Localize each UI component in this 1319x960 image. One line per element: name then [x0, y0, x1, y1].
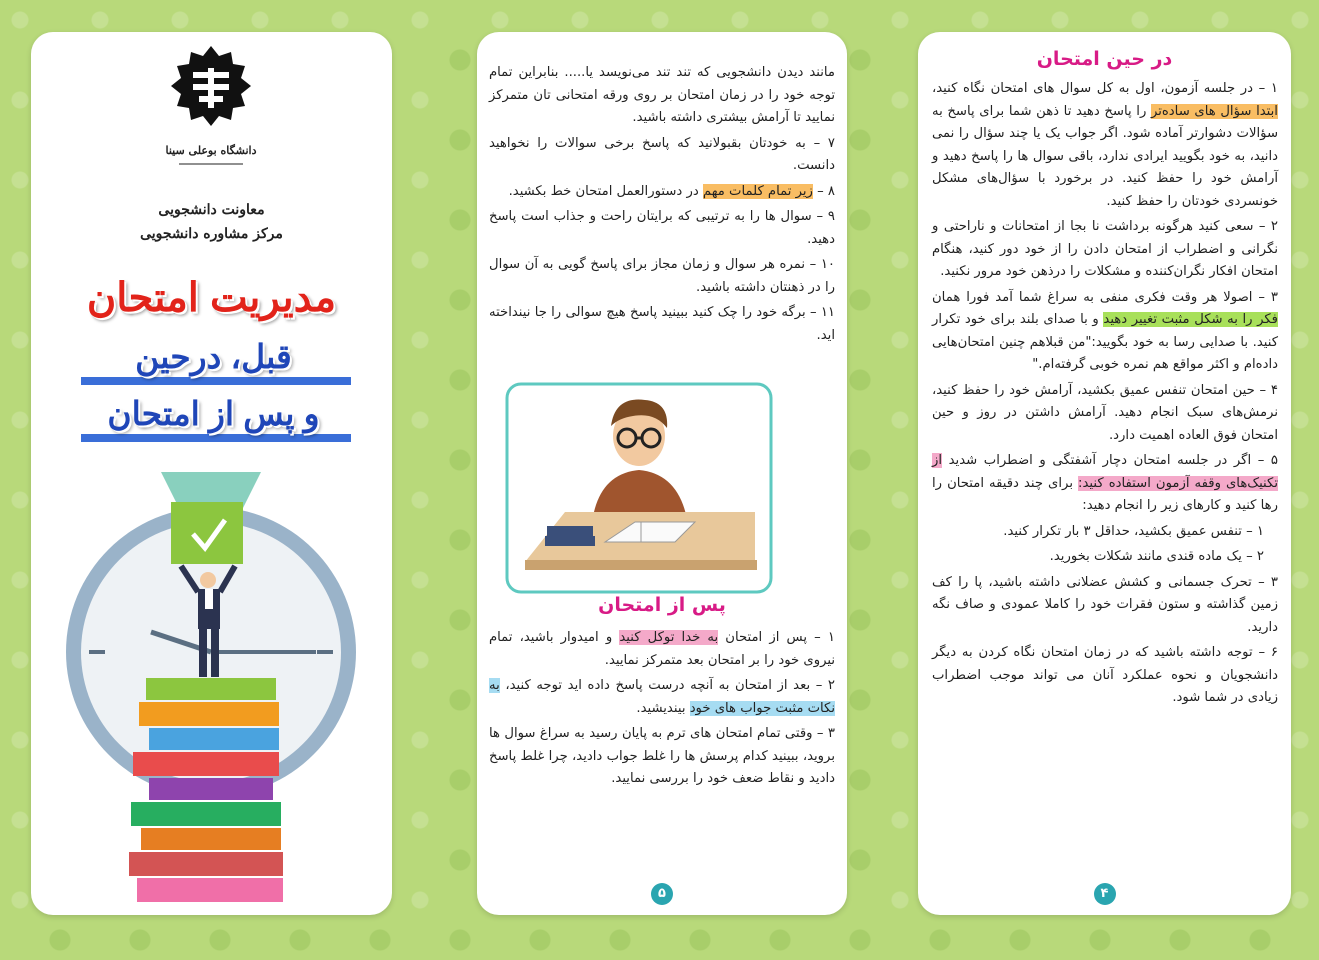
cover-underline-2 — [81, 434, 351, 442]
highlight-break-technique: از تکنیک‌های وقفه آزمون استفاده کنید: — [932, 453, 1278, 491]
mid-text-bottom — [489, 627, 835, 794]
middle-panel — [477, 32, 847, 915]
after-exam-title: پس از امتحان — [598, 594, 726, 616]
mid-para-0: مانند دیدن دانشجویی که تند تند می‌نویسد یا..... بنابراین تمام توجه خود را در زمان امتحان بر روی ورقه امتحانی تان متمرکز نمایید تا آرامش بیشتری داشته باشید. — [489, 65, 835, 125]
page-number-4: ۴ — [1094, 883, 1116, 905]
after-para-3: ۳ – وقتی تمام امتحان های ترم به پایان رسید به سراغ سوال ها بروید، ببینید کدام پرسش ها را غلط جواب دادید، چرا غلط پاسخ دادید و نقاط ضعف خود را بررسی نمایید. — [489, 726, 835, 786]
logo-caption: دانشگاه بوعلی سینا — [165, 144, 257, 157]
during-para-1: ۱ – در جلسه آزمون، اول به کل سوال های امتحان نگاه کنید، ابتدا سؤال های ساده‌تر را پاسخ دهید تا ذهن شما برای پاسخ به سؤالات دشوارتر آماده شود. اگر جواب یک یا چند سؤال را نمی دانید، به خود بگویید ایرادی ندارد، باقی سوال ها را پاسخ دهید و آرامش خود را حفظ کنید. در برخورد با سؤال‌های مشکل خونسردی خودتان را حفظ کنید. — [932, 81, 1278, 209]
mid-para-8: ۸ – زیر تمام کلمات مهم در دستورالعمل امتحان خط بکشید. — [508, 183, 835, 199]
mid-para-9: ۹ – سوال ها را به ترتیبی که برایتان راحت و جذاب است پاسخ دهید. — [489, 209, 835, 247]
page-number-5: ۵ — [651, 883, 673, 905]
during-step-2: ۲ – یک ماده قندی مانند شکلات بخورید. — [1049, 549, 1264, 564]
highlight-easy-questions: ابتدا سؤال های ساده‌تر — [1150, 103, 1278, 119]
cover-title: مدیریت امتحان — [86, 276, 337, 320]
during-para-5: ۵ – اگر در جلسه امتحان دچار آشفتگی و اضطراب شدید از تکنیک‌های وقفه آزمون استفاده کنید: برای چند دقیقه امتحان را رها کنید و کارهای زیر را انجام دهید: — [932, 453, 1278, 513]
right-text — [932, 78, 1278, 713]
highlight-trust-god: به خدا توکل کنید — [619, 630, 719, 645]
during-step-1: ۱ – تنفس عمیق بکشید، حداقل ۳ بار تکرار کنید. — [1003, 523, 1264, 539]
book-stack — [129, 678, 283, 902]
highlight-important-words: زیر تمام کلمات مهم — [702, 183, 813, 199]
cover-subtitle-2: مرکز مشاوره دانشجویی — [140, 226, 283, 242]
cover-panel — [31, 32, 392, 915]
during-exam-title: در حین امتحان — [1036, 48, 1173, 70]
after-para-2: ۲ – بعد از امتحان به آنچه درست پاسخ داده اید توجه کنید، به نکات مثبت جواب های خود بیندیشید. — [489, 678, 835, 716]
during-para-2: ۲ – سعی کنید هرگونه برداشت نا بجا از امتحانات و ناراحتی و نگرانی و اضطراب از امتحان دادن را از خود دور کنید، هنگام امتحان افکار نگران‌کننده و مشکلات را درذهن خود مرور نکنید. — [932, 219, 1278, 279]
during-para-6: ۶ – توجه داشته باشید که در زمان امتحان نگاه کردن به دیگر دانشجویان و نحوه عملکرد آنان می تواند موجب اضطراب زیادی در شما شود. — [932, 645, 1278, 705]
during-para-3: ۳ – اصولا هر وقت فکری منفی به سراغ شما آمد فورا همان فکر را به شکل مثبت تغییر دهید و با صدای بلند برای خود تکرار کنید. با صدایی رسا به خود بگویید:"من قبلاهم چنین امتحان‌هایی داده‌ام و اکثر مواقع هم نمره خوبی گرفته‌ام." — [932, 289, 1278, 372]
cover-subtitle-1: معاونت دانشجویی — [158, 202, 265, 218]
student-illustration — [505, 382, 773, 594]
mid-para-7: ۷ – به خودتان بقبولانید که پاسخ برخی سوالات را نخواهید دانست. — [489, 135, 835, 173]
after-para-1: ۱ – پس از امتحان به خدا توکل کنید و امیدوار باشید، تمام نیروی خود را بر امتحان بعد متمرکز نمایید. — [489, 630, 835, 668]
mid-para-10: ۱۰ – نمره هر سوال و زمان مجاز برای پاسخ گویی به آن سوال را در ذهنتان داشته باشید. — [489, 257, 835, 295]
clock-books-illustration — [31, 462, 392, 912]
university-logo — [159, 42, 263, 182]
cover-underline-1 — [81, 377, 351, 385]
highlight-change-thought: فکر را به شکل مثبت تغییر دهید — [1103, 312, 1278, 327]
mid-para-11: ۱۱ – برگه خود را چک کنید ببینید پاسخ هیچ سوالی را جا نینداخته اید. — [489, 305, 835, 343]
right-panel — [918, 32, 1291, 915]
during-para-4: ۴ – حین امتحان تنفس عمیق بکشید، آرامش خود را حفظ کنید، نرمش‌های سبک انجام دهید. آرامش داشتن در روز و حین امتحان فوق العاده اهمیت دارد. — [932, 382, 1278, 443]
highlight-positive-points: به نکات مثبت جواب های خود — [489, 678, 835, 716]
mid-text-top — [489, 62, 835, 350]
during-step-3: ۳ – تحرک جسمانی و کشش عضلانی داشته باشید، پا را کف زمین گذاشته و ستون فقرات خود را کاملا عمودی و صاف نگه دارید. — [932, 574, 1278, 635]
check-sign — [171, 502, 243, 564]
cover-line-1: قبل، درحین — [135, 338, 292, 375]
cover-line-2: و پس از امتحان — [107, 395, 320, 432]
